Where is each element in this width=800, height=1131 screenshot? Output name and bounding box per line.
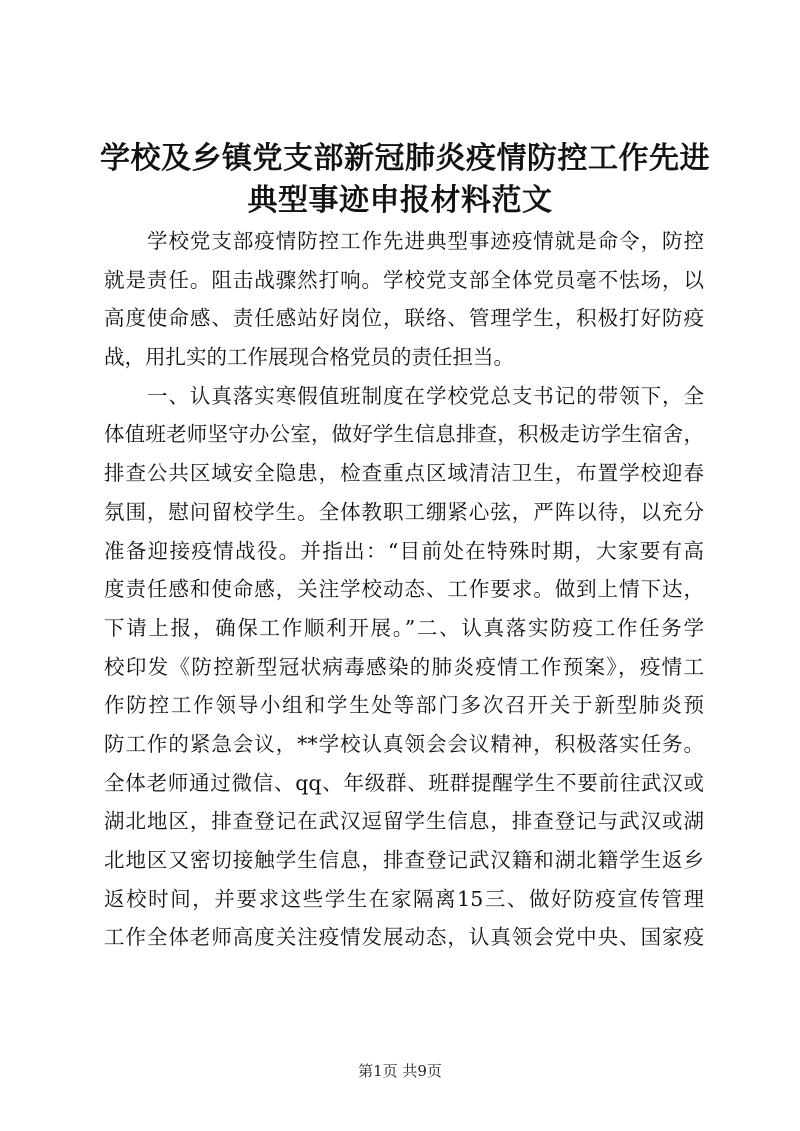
body-line: 学校党支部疫情防控工作先进典型事迹疫情就是命令，防控 [147,229,704,253]
body-line: 返校时间，并要求这些学生在家隔离15三、做好防疫宣传管理 [104,886,704,911]
body-line: 高度使命感、责任感站好岗位，联络、管理学生，积极打好防疫 [104,306,704,331]
document-body [104,222,704,957]
body-line: 防工作的紧急会议，**学校认真领会会议精神，积极落实任务。 [104,731,704,756]
body-line: 度责任感和使命感，关注学校动态、工作要求。做到上情下达， [104,577,704,602]
document-title [100,138,710,222]
body-line: 校印发《防控新型冠状病毒感染的肺炎疫情工作预案》，疫情工 [104,654,704,679]
body-line: 湖北地区，排查登记在武汉逗留学生信息，排查登记与武汉或湖 [104,809,704,834]
body-line: 全体老师通过微信、qq、年级群、班群提醒学生不要前往武汉或 [104,770,704,795]
body-line: 战，用扎实的工作展现合格党员的责任担当。 [104,345,514,370]
body-line: 就是责任。阻击战骤然打响。学校党支部全体党员毫不怯场，以 [104,267,704,292]
body-line: 体值班老师坚守办公室，做好学生信息排查，积极走访学生宿舍， [104,422,704,447]
body-line: 北地区又密切接触学生信息，排查登记武汉籍和湖北籍学生返乡 [104,848,704,872]
body-line: 下请上报，确保工作顺利开展。”二、认真落实防疫工作任务学 [104,615,704,640]
body-line: 准备迎接疫情战役。并指出：“目前处在特殊时期，大家要有高 [104,538,704,563]
title-line: 典型事迹申报材料范文 [247,183,553,218]
page-footer: 第1页 共9页 [358,1062,442,1080]
body-line: 工作全体老师高度关注疫情发展动态，认真领会党中央、国家疫 [104,925,704,950]
body-line: 一、认真落实寒假值班制度在学校党总支书记的带领下，全 [147,383,704,408]
body-line: 作防控工作领导小组和学生处等部门多次召开关于新型肺炎预 [104,693,704,718]
body-line: 排查公共区域安全隐患，检查重点区域清洁卫生，布置学校迎春 [104,461,704,486]
title-line: 学校及乡镇党支部新冠肺炎疫情防控工作先进 [100,141,710,176]
body-line: 氛围，慰问留校学生。全体教职工绷紧心弦，严阵以待，以充分 [104,499,704,524]
